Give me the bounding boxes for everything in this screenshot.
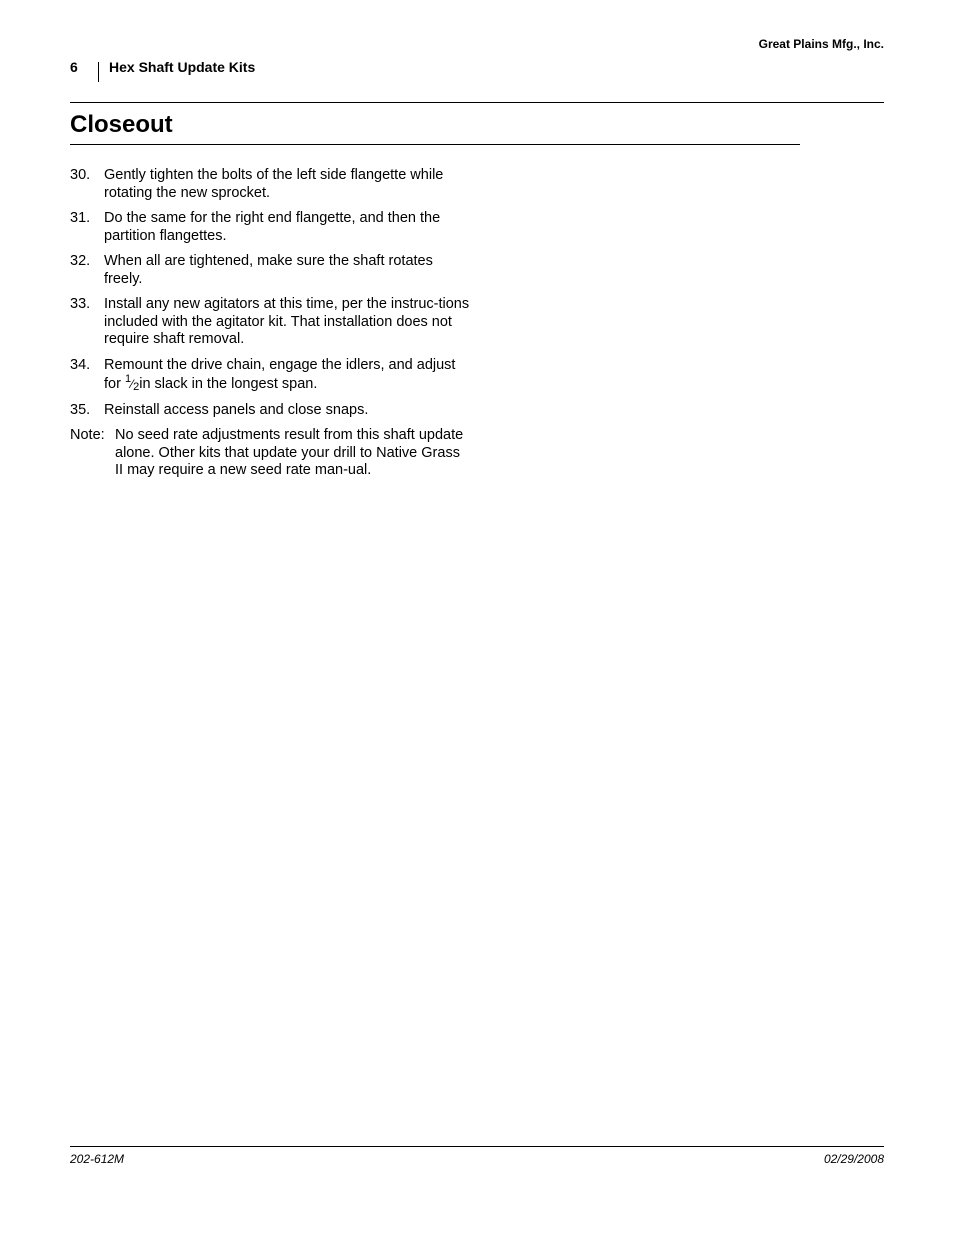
- step-text: Do the same for the right end flangette, and then the partition flangettes.: [104, 210, 441, 244]
- step-item: [70, 253, 470, 288]
- section-title: Closeout: [70, 111, 173, 138]
- note-label: Note:: [70, 427, 105, 443]
- step-number: 30.: [70, 167, 91, 183]
- step-number: 31.: [70, 210, 91, 226]
- step-text-before: Remount the drive chain, engage the idlers, and adjust for: [104, 356, 456, 392]
- fraction-numerator: 1: [124, 373, 132, 385]
- header-rule: [70, 102, 884, 103]
- step-text: Gently tighten the bolts of the left side flangette while rotating the new sprocket.: [104, 167, 444, 201]
- running-header-title: Hex Shaft Update Kits: [109, 59, 256, 75]
- step-list: [70, 167, 470, 480]
- step-item: [70, 210, 470, 245]
- document-number: 202-612M: [70, 1152, 125, 1166]
- fraction-denominator: 2: [133, 381, 140, 393]
- step-item: [70, 167, 470, 202]
- section-rule: [70, 144, 800, 145]
- page-number: 6: [70, 59, 78, 75]
- step-text: Install any new agitators at this time, per the instruc-tions included with the agitator kit. That installation does not require shaft removal.: [104, 296, 470, 347]
- step-number: 32.: [70, 253, 91, 269]
- fraction-slash: ⁄: [131, 377, 134, 391]
- step-item: [70, 402, 470, 420]
- note: [70, 427, 470, 480]
- step-item: [70, 357, 470, 394]
- step-number: 35.: [70, 401, 91, 418]
- step-number: 33.: [70, 296, 91, 312]
- step-item: [70, 296, 470, 349]
- footer-rule: [70, 1146, 884, 1147]
- fraction: [125, 374, 139, 393]
- company-name: Great Plains Mfg., Inc.: [758, 37, 884, 51]
- step-text-after: in slack in the longest span.: [139, 376, 318, 392]
- step-text: When all are tightened, make sure the shaft rotates freely.: [104, 253, 433, 287]
- document-date: 02/29/2008: [823, 1152, 884, 1166]
- note-text: No seed rate adjustments result from this shaft update alone. Other kits that update your drill to Native Grass II may require a new seed rate man-ual.: [115, 427, 464, 478]
- step-text: Reinstall access panels and close snaps.: [104, 401, 369, 418]
- header-divider: [98, 62, 99, 82]
- step-number: 34.: [70, 356, 91, 373]
